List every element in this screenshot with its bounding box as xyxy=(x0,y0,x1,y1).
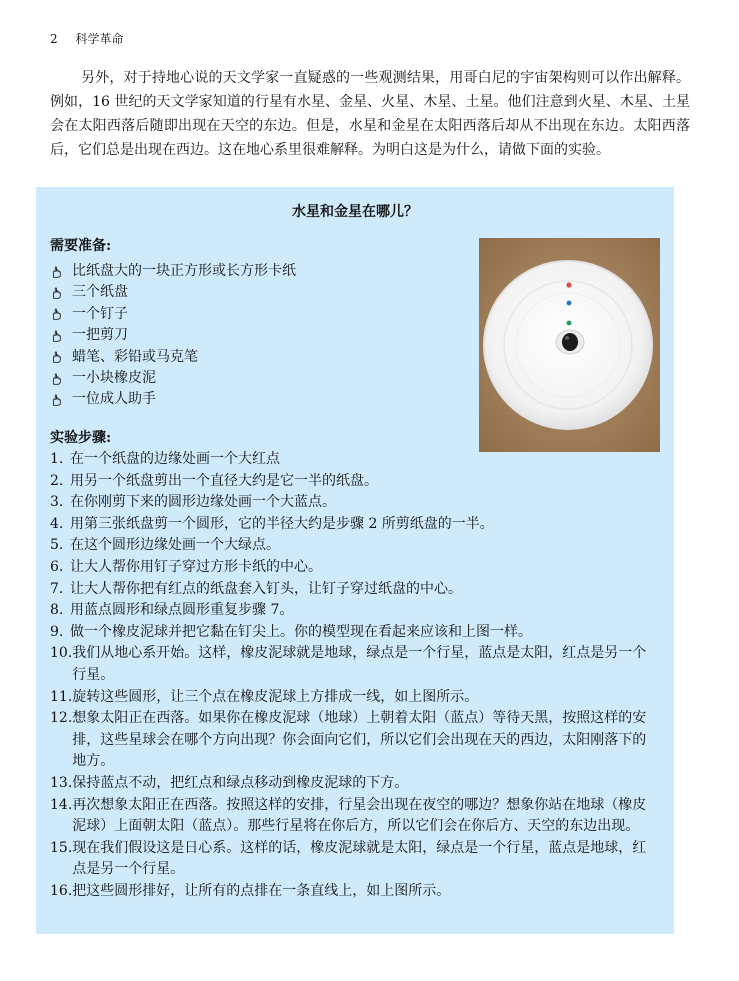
step-text: 旋转这些圆形，让三个点在橡皮泥球上方排成一线，如上图所示。 xyxy=(72,688,479,705)
book-title: 科学革命 xyxy=(75,32,124,46)
pointing-hand-icon xyxy=(50,307,64,321)
steps-list xyxy=(50,449,660,902)
material-item xyxy=(50,368,296,389)
step-item xyxy=(50,600,660,622)
material-item xyxy=(50,325,296,346)
step-text: 现在我们假设这是日心系。这样的话，橡皮泥球就是太阳，绿点是一个行星，蓝点是地球，红点是另一个行星。 xyxy=(72,839,647,878)
step-item xyxy=(50,773,660,795)
page-number: 2 xyxy=(50,32,58,46)
step-text: 让大人帮你用钉子穿过方形卡纸的中心。 xyxy=(70,558,322,575)
step-number: 2. xyxy=(50,472,64,489)
material-item xyxy=(50,261,296,282)
intro-paragraph: 另外，对于持地心说的天文学家一直疑惑的一些观测结果，用哥白尼的宇宙架构则可以作出解释。例如，16 世纪的天文学家知道的行星有水星、金星、火星、木星、土星。他们注意到火星、木星、土星会在太阳西落后随即出现在天空的东边。但是，水星和金星在太阳西落后却从不出现在东边。太阳西落后，它们总是出现在西边。这在地心系里很难解释。为明白这是为什么，请做下面的实验。 xyxy=(50,70,690,158)
step-text: 在你刚剪下来的圆形边缘处画一个大蓝点。 xyxy=(70,494,336,511)
step-number: 5. xyxy=(50,537,64,554)
box-title: 水星和金星在哪儿？ xyxy=(292,204,418,220)
step-text: 用蓝点圆形和绿点圆形重复步骤 7。 xyxy=(70,602,294,619)
step-text: 用另一个纸盘剪出一个直径大约是它一半的纸盘。 xyxy=(70,472,378,489)
step-item xyxy=(50,557,660,579)
material-label: 一个钉子 xyxy=(72,305,128,322)
step-text: 保持蓝点不动，把红点和绿点移动到橡皮泥球的下方。 xyxy=(72,774,409,791)
step-item xyxy=(50,535,660,557)
step-number: 15. xyxy=(50,839,73,856)
step-item xyxy=(50,687,660,709)
step-number: 10. xyxy=(50,645,73,662)
step-text: 把这些圆形排好，让所有的点排在一条直线上，如上图所示。 xyxy=(72,882,451,899)
blue-dot xyxy=(567,301,572,306)
step-item xyxy=(50,795,660,838)
paper-plate-photo xyxy=(479,238,660,452)
step-text: 做一个橡皮泥球并把它黏在钉尖上。你的模型现在看起来应该和上图一样。 xyxy=(70,623,532,640)
step-text: 再次想象太阳正在西落。按照这样的安排，行星会出现在夜空的哪边？想象你站在地球（橡皮泥球）上面朝太阳（蓝点）。那些行星将在你后方，所以它们会在你后方、天空的东边出现。 xyxy=(72,796,647,835)
step-item xyxy=(50,622,660,644)
material-label: 一把剪刀 xyxy=(72,327,128,344)
experiment-box xyxy=(36,187,674,934)
step-item xyxy=(50,492,660,514)
step-number: 16. xyxy=(50,882,73,899)
step-number: 14. xyxy=(50,796,73,813)
step-item xyxy=(50,708,660,773)
step-number: 12. xyxy=(50,710,73,727)
green-dot xyxy=(567,321,572,326)
step-item xyxy=(50,449,660,471)
step-number: 11. xyxy=(50,688,73,705)
step-text: 想象太阳正在西落。如果你在橡皮泥球（地球）上朝着太阳（蓝点）等待天黑，按照这样的安排，这些星球会在哪个方向出现？你会面向它们，所以它们会出现在天的西边，太阳刚落下的地方。 xyxy=(72,710,647,770)
pointing-hand-icon xyxy=(50,372,64,386)
step-item xyxy=(50,838,660,881)
material-item xyxy=(50,304,296,325)
material-item xyxy=(50,389,296,410)
step-item xyxy=(50,579,660,601)
pointing-hand-icon xyxy=(50,350,64,364)
step-number: 13. xyxy=(50,774,73,791)
step-text: 在这个圆形边缘处画一个大绿点。 xyxy=(70,537,280,554)
step-text: 在一个纸盘的边缘处画一个大红点 xyxy=(70,451,280,467)
step-text: 我们从地心系开始。这样，橡皮泥球就是地球，绿点是一个行星，蓝点是太阳，红点是另一个行星。 xyxy=(72,645,647,683)
step-text: 让大人帮你把有红点的纸盘套入钉头，让钉子穿过纸盘的中心。 xyxy=(70,580,462,597)
material-item xyxy=(50,347,296,368)
step-number: 6. xyxy=(50,558,64,575)
pointing-hand-icon xyxy=(50,286,64,300)
materials-heading: 需要准备: xyxy=(50,238,112,254)
step-number: 4. xyxy=(50,515,64,532)
paper-plate-image xyxy=(479,238,660,452)
step-item xyxy=(50,643,660,686)
clay-ball xyxy=(562,333,578,351)
step-text: 用第三张纸盘剪一个圆形，它的半径大约是步骤 2 所剪纸盘的一半。 xyxy=(70,515,494,532)
step-item xyxy=(50,514,660,536)
material-label: 比纸盘大的一块正方形或长方形卡纸 xyxy=(72,263,296,279)
page-header xyxy=(50,30,123,47)
pointing-hand-icon xyxy=(50,393,64,407)
steps-heading: 实验步骤: xyxy=(50,430,112,446)
step-number: 1. xyxy=(50,451,64,467)
material-label: 一位成人助手 xyxy=(72,391,156,408)
material-item xyxy=(50,282,296,303)
step-item xyxy=(50,471,660,493)
step-number: 3. xyxy=(50,494,64,511)
red-dot xyxy=(566,282,571,287)
material-label: 三个纸盘 xyxy=(72,284,128,301)
materials-list xyxy=(50,261,296,411)
pointing-hand-icon xyxy=(50,265,64,279)
material-label: 蜡笔、彩铅或马克笔 xyxy=(72,348,198,365)
material-label: 一小块橡皮泥 xyxy=(72,369,156,386)
step-number: 8. xyxy=(50,602,64,619)
step-number: 9. xyxy=(50,623,64,640)
step-item xyxy=(50,881,660,903)
step-number: 7. xyxy=(50,580,64,597)
pointing-hand-icon xyxy=(50,329,64,343)
